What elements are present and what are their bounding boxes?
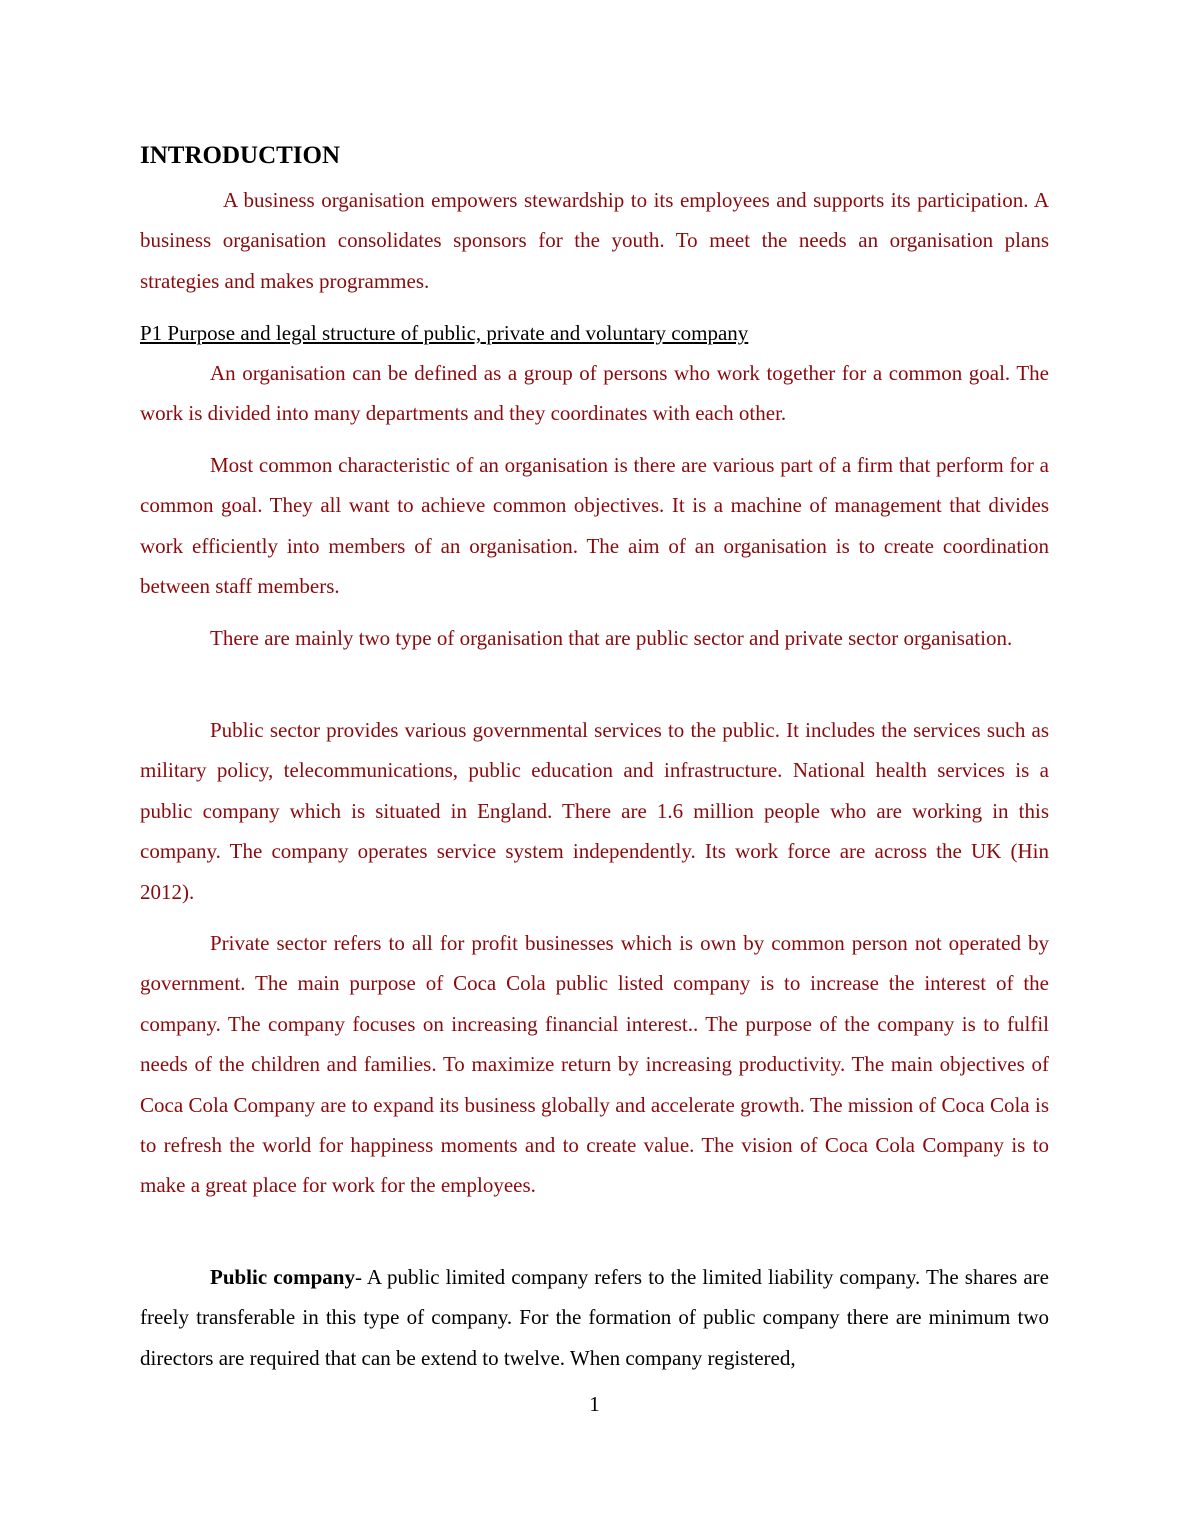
paragraph-organisation-definition: An organisation can be defined as a group of persons who work together for a common goal. The work is divided into many departments and they coordinates with each other. [140,361,1049,426]
page-heading: INTRODUCTION [140,142,341,169]
document-page [140,0,1049,1540]
intro-paragraph: A business organisation empowers stewardship to its employees and supports its participation. A business organisation consolidates sponsors for the youth. To meet the needs an organisation plans strategies and makes programmes. [140,188,1049,293]
paragraph-public-sector: Public sector provides various governmental services to the public. It includes the services such as military policy, telecommunications, public education and infrastructure. National health services is a public company which is situated in England. There are 1.6 million people who are working in this company. The company operates service system independently. Its work force are across the UK (Hin 2012). [140,718,1049,904]
page-number: 1 [589,1392,600,1416]
paragraph-organisation-types: There are mainly two type of organisation that are public sector and private sector organisation. [210,626,1013,650]
public-company-label: Public company [210,1265,355,1289]
section-title: P1 Purpose and legal structure of public, private and voluntary company [140,321,749,345]
paragraph-private-sector: Private sector refers to all for profit businesses which is own by common person not operated by government. The main purpose of Coca Cola public listed company is to increase the interest of the company. The company focuses on increasing financial interest.. The purpose of the company is to fulfil needs of the children and families. To maximize return by increasing productivity. The main objectives of Coca Cola Company are to expand its business globally and accelerate growth. The mission of Coca Cola is to refresh the world for happiness moments and to create value. The vision of Coca Cola Company is to make a great place for work for the employees. [140,931,1049,1198]
paragraph-public-company [140,1257,1049,1378]
paragraph-organisation-characteristic: Most common characteristic of an organisation is there are various part of a firm that perform for a common goal. They all want to achieve common objectives. It is a machine of management that divides work efficiently into members of an organisation. The aim of an organisation is to create coordination between staff members. [140,453,1049,599]
public-company-text: - A public limited company refers to the limited liability company. The shares are freely transferable in this type of company. For the formation of public company there are minimum two directors are required that can be extend to twelve. When company registered, [140,1265,1049,1370]
